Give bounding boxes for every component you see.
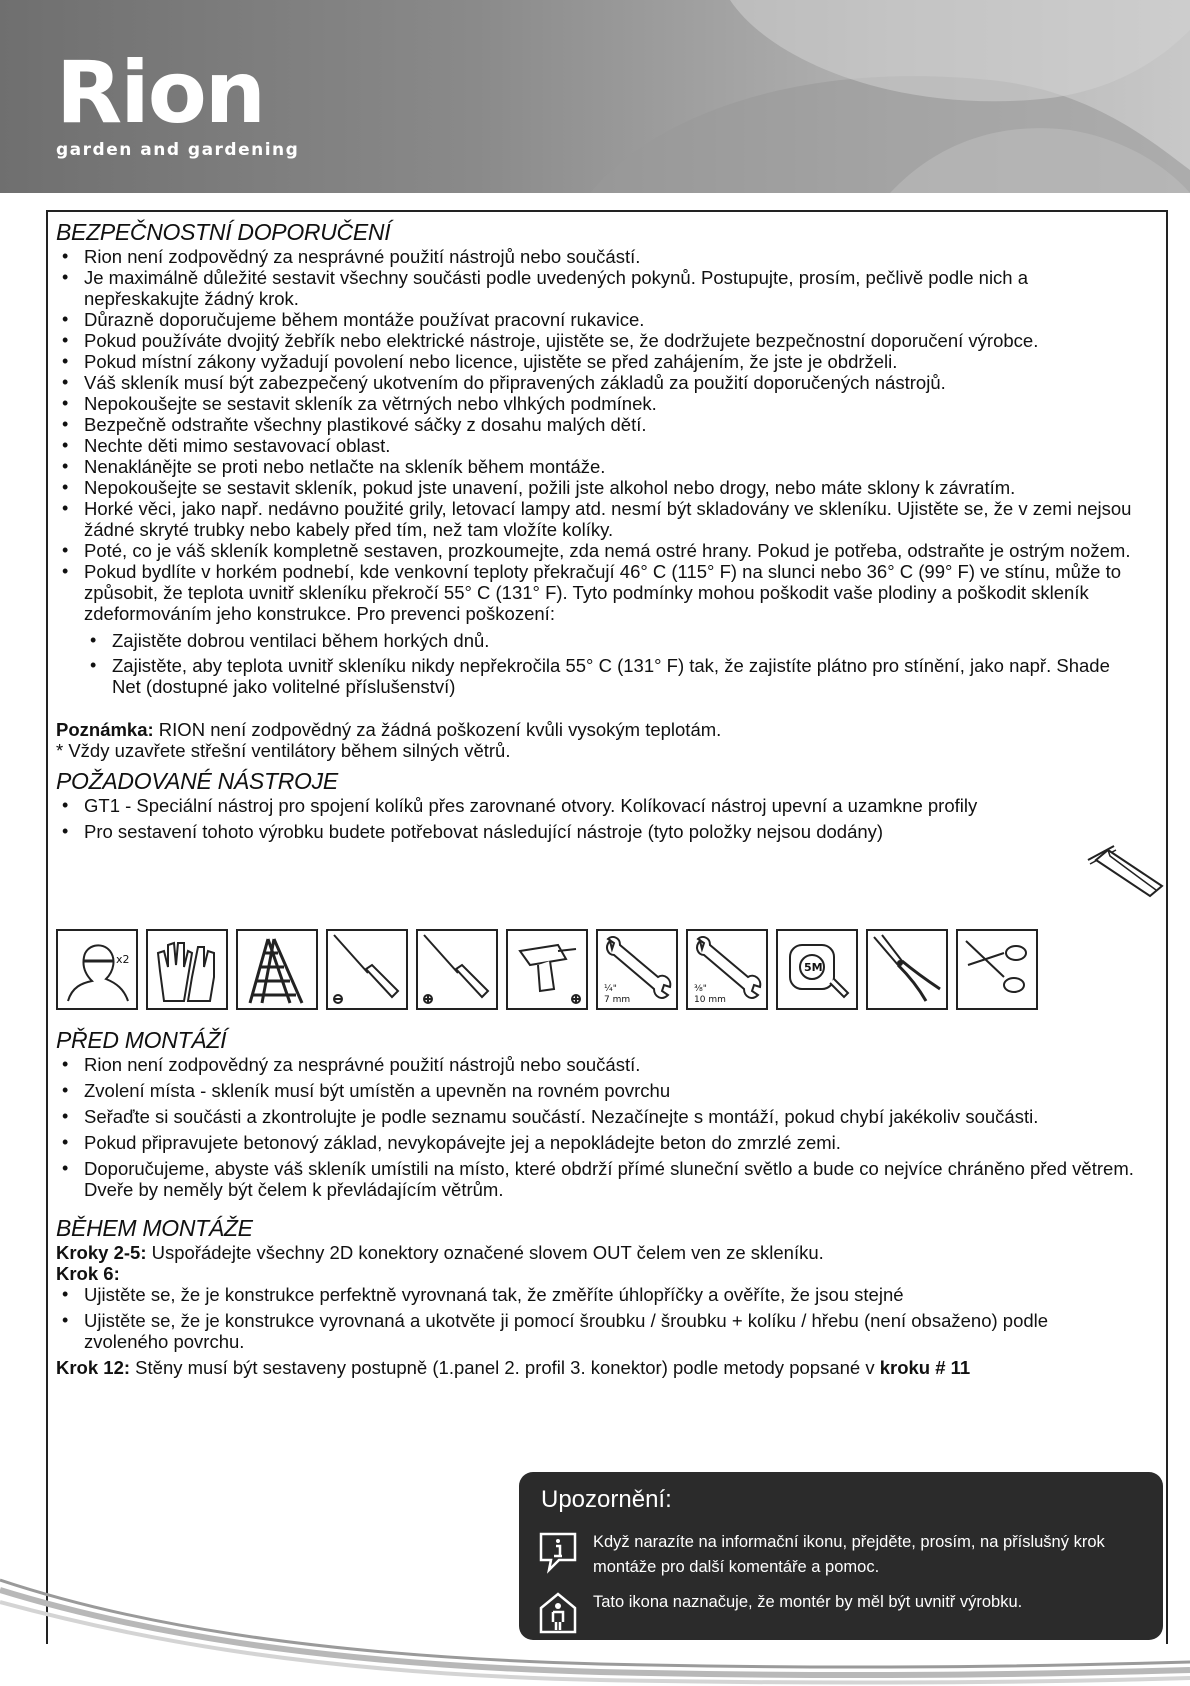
list-item: • Pokud připravujete betonový základ, nevykopávejte jej a nepokládejte beton do zmrzlé zemi. <box>56 1132 1136 1153</box>
list-item: • GT1 - Speciální nástroj pro spojení kolíků přes zarovnané otvory. Kolíkovací nástroj upevní a uzamkne profily <box>56 795 1136 816</box>
before-title: PŘED MONTÁŽÍ <box>56 1027 227 1053</box>
flat-screwdriver-icon <box>326 929 408 1010</box>
work-gloves-icon <box>146 929 228 1010</box>
list-item: • Seřaďte si součásti a zkontrolujte je podle seznamu součástí. Nezačínejte s montáží, pokud chybí jakékoliv součásti. <box>56 1106 1136 1127</box>
list-item: • Váš skleník musí být zabezpečený ukotvením do připravených základů za použití doporučených nástrojů. <box>56 372 1136 393</box>
list-item: • Doporučujeme, abyste váš skleník umístili na místo, které obdrží přímé sluneční světlo a bude co nejvíce chráněno před větrem. Dveře by neměly být čelem k převládajícím větrům. <box>56 1158 1136 1200</box>
decorative-swirl <box>470 0 1190 193</box>
during-title: BĚHEM MONTÁŽE <box>56 1215 253 1241</box>
step-6-list <box>56 1284 1136 1352</box>
heat-sublist <box>84 630 1136 697</box>
list-item: • Nechte děti mimo sestavovací oblast. <box>56 435 1136 456</box>
list-item: • Je maximálně důležité sestavit všechny součásti podle uvedených pokynů. Postupujte, prosím, pečlivě podle nich a nepřeskakujte žádný krok. <box>56 267 1136 309</box>
before-list <box>56 1054 1136 1200</box>
scissors-icon <box>956 929 1038 1010</box>
step-ladder-icon <box>236 929 318 1010</box>
person-note-text: Tato ikona naznačuje, že montér by měl být uvnitř výrobku. <box>593 1593 1023 1611</box>
power-drill-icon <box>506 929 588 1010</box>
list-item: • Zajistěte dobrou ventilaci během horkých dnů. <box>84 630 1136 651</box>
steps-2-5-label: Kroky 2-5: <box>56 1242 147 1263</box>
list-item: • Zajistěte, aby teplota uvnitř skleníku nikdy nepřekročila 55° C (131° F) tak, že zajistíte plátno pro stínění, jako např. Shade Net (dostupné jako volitelné příslušenství) <box>84 655 1136 697</box>
list-item: • Rion není zodpovědný za nesprávné použití nástrojů nebo součástí. <box>56 1054 1136 1075</box>
wrench-size-inch: ¼" <box>604 984 617 994</box>
note-label: Poznámka: <box>56 719 154 740</box>
step-6-heading: Krok 6: <box>56 1263 120 1284</box>
brand-name: Rion <box>56 43 265 143</box>
list-item: • Zvolení místa - skleník musí být umístěn a upevněn na rovném povrchu <box>56 1080 1136 1101</box>
steps-2-5 <box>56 1242 1136 1263</box>
list-item: • Pokud používáte dvojitý žebřík nebo elektrické nástroje, ujistěte se, že dodržujete bezpečnostní doporučení výrobce. <box>56 330 1136 351</box>
list-item: • Rion není zodpovědný za nesprávné použití nástrojů nebo součástí. <box>56 246 1136 267</box>
note-text: RION není zodpovědný za žádná poškození kvůli vysokým teplotám. <box>153 719 722 740</box>
step-12-text: Stěny musí být sestaveny postupně (1.panel 2. profil 3. konektor) podle metody popsané v <box>130 1357 880 1378</box>
list-item: • Nenaklánějte se proti nebo netlačte na skleník během montáže. <box>56 456 1136 477</box>
notice-title: Upozornění: <box>541 1486 672 1513</box>
wrench-size-mm: 10 mm <box>694 995 726 1005</box>
list-item: • Nepokoušejte se sestavit skleník, pokud jste unavení, požili jste alkohol nebo drogy, nebo máte sklony k závratím. <box>56 477 1136 498</box>
safety-title: BEZPEČNOSTNÍ DOPORUČENÍ <box>56 219 391 245</box>
safety-glasses-icon <box>56 929 138 1010</box>
bottom-swoosh <box>0 1560 1190 1686</box>
header-banner <box>0 0 1190 193</box>
list-item: • Pokud bydlíte v horkém podnebí, kde venkovní teploty překračují 46° C (115° F) na slunci nebo 36° C (99° F) ve stínu, může to způsobit, že teplota uvnitř skleníku překročí 55° C (131° F). Tyto podmínky mohou poškodit vaše plodiny a poškodit skleník zdeformováním jeho konstrukce. Pro prevenci poškození: <box>56 561 1136 624</box>
glasses-count: x2 <box>116 953 130 966</box>
list-item: • Pokud místní zákony vyžadují povolení nebo licence, ujistěte se před zahájením, že jste je obdrželi. <box>56 351 1136 372</box>
step-12-label: Krok 12: <box>56 1357 131 1378</box>
step-12-ref: kroku # 11 <box>879 1357 971 1378</box>
main-content <box>56 219 1136 847</box>
pin-tool-icon <box>1086 838 1166 908</box>
step-12 <box>56 1357 1136 1378</box>
tape-measure-icon <box>776 929 858 1010</box>
pliers-icon <box>866 929 948 1010</box>
list-item: • Důrazně doporučujeme během montáže používat pracovní rukavice. <box>56 309 1136 330</box>
list-item: • Ujistěte se, že je konstrukce perfektně vyrovnaná tak, že změříte úhlopříčky a ověříte, že jsou stejné <box>56 1284 1136 1305</box>
list-item: • Ujistěte se, že je konstrukce vyrovnaná a ukotvěte ji pomocí šroubku / šroubku + kolíku / hřebu (není obsaženo) podle zvoleného povrchu. <box>56 1310 1136 1352</box>
brand-tagline: garden and gardening <box>56 140 300 160</box>
info-note-text: Když narazíte na informační ikonu, přejděte, prosím, na příslušný krok montáže pro další komentáře a pomoc. <box>593 1533 1105 1576</box>
tape-length: 5M <box>804 961 823 974</box>
brand-logo <box>56 43 300 160</box>
list-item: • Horké věci, jako např. nedávno použité grily, letovací lampy atd. nesmí být skladovány ve skleníku. Ujistěte se, že v zemi nejsou žádné skryté trubky nebo kabely před tím, než tam vložíte kolíky. <box>56 498 1136 540</box>
list-item: • Poté, co je váš skleník kompletně sestaven, prozkoumejte, zda nemá ostré hrany. Pokud je potřeba, odstraňte je ostrým nožem. <box>56 540 1136 561</box>
note-star: * Vždy uzavřete střešní ventilátory během silných větrů. <box>56 740 511 761</box>
tool-icons-row <box>56 929 1038 1010</box>
tools-title: POŽADOVANÉ NÁSTROJE <box>56 768 338 794</box>
list-item: • Nepokoušejte se sestavit skleník za větrných nebo vlhkých podmínek. <box>56 393 1136 414</box>
list-item: • Pro sestavení tohoto výrobku budete potřebovat následující nástroje (tyto položky nejsou dodány) <box>56 821 1136 842</box>
note-paragraph <box>56 719 1136 740</box>
wrench-quarter-icon <box>596 929 678 1010</box>
wrench-size-inch: ⅜" <box>694 984 707 994</box>
wrench-three-eighths-icon <box>686 929 768 1010</box>
wrench-size-mm: 7 mm <box>604 995 631 1005</box>
tools-list <box>56 795 1136 842</box>
safety-list <box>56 246 1136 624</box>
lower-content <box>56 1027 1136 1378</box>
steps-2-5-text: Uspořádejte všechny 2D konektory označené slovem OUT čelem ven ze skleníku. <box>146 1242 824 1263</box>
list-item: • Bezpečně odstraňte všechny plastikové sáčky z dosahu malých dětí. <box>56 414 1136 435</box>
step-6-label <box>56 1263 1136 1284</box>
phillips-screwdriver-icon <box>416 929 498 1010</box>
